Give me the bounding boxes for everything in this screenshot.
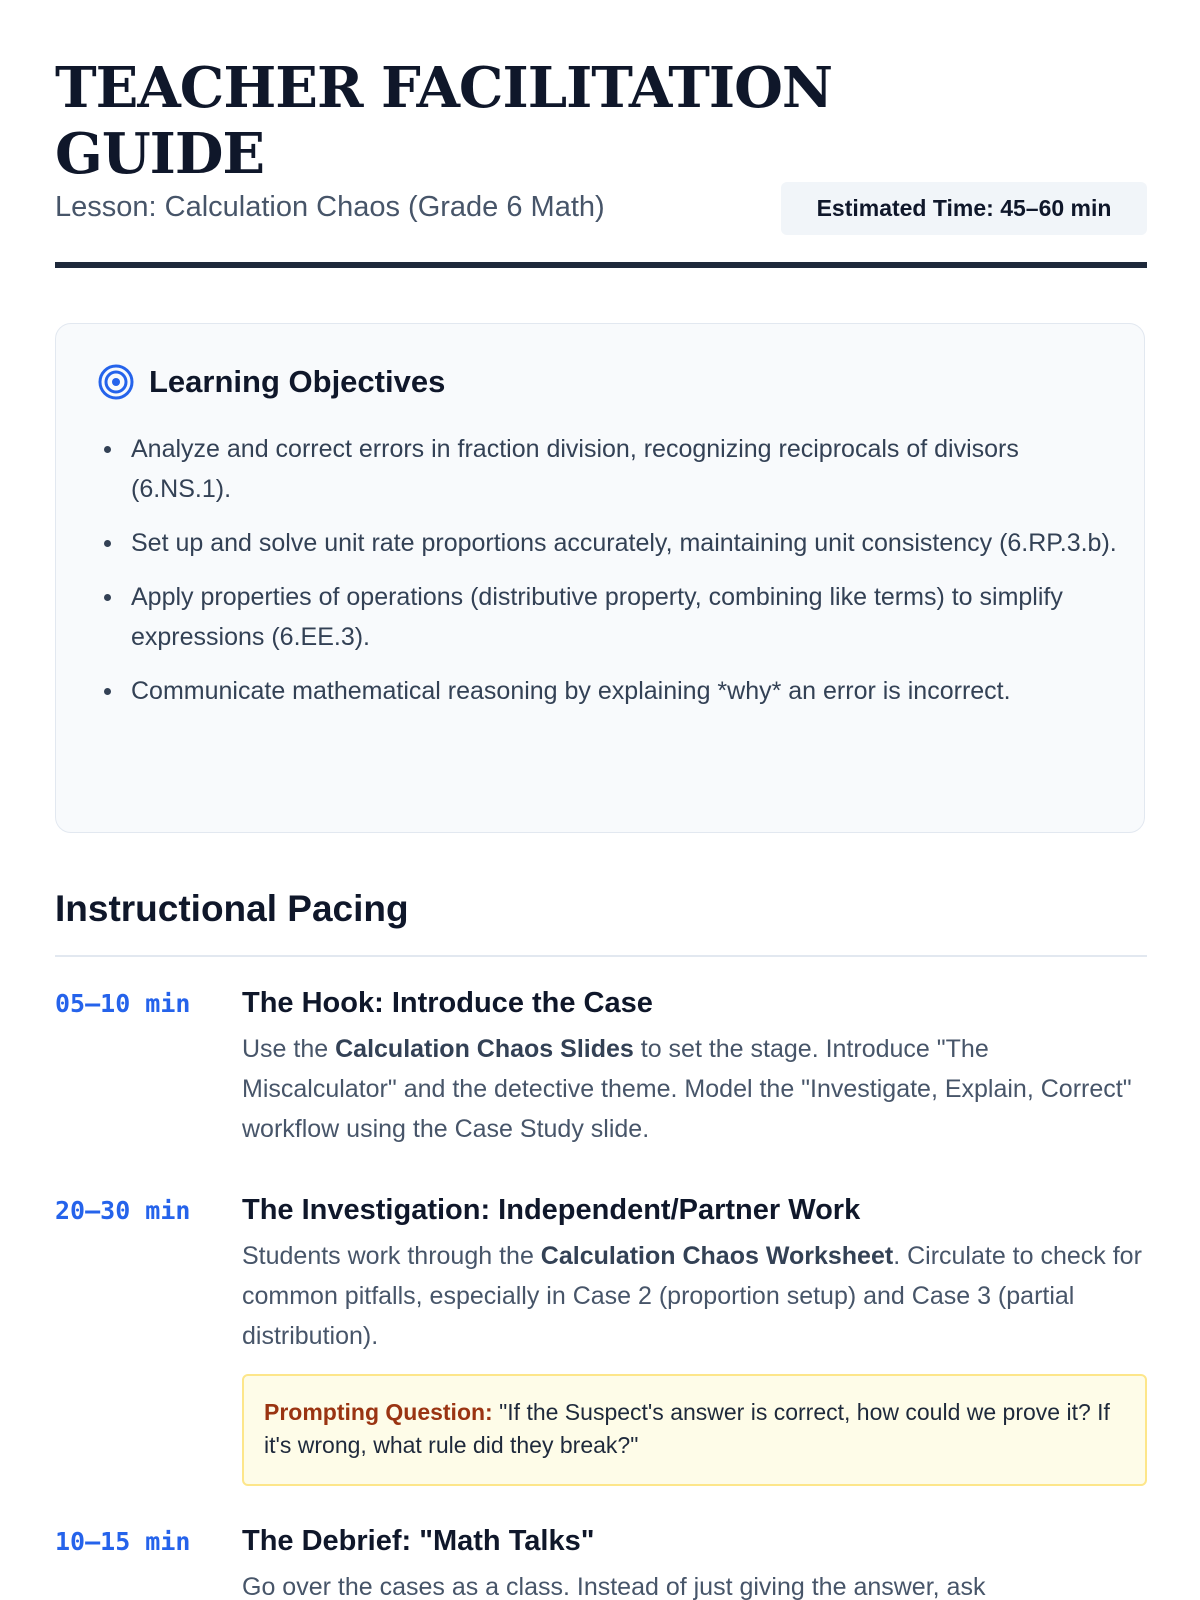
page-title: TEACHER FACILITATION GUIDE (55, 55, 833, 187)
header-divider (55, 262, 1147, 268)
objective-item: Set up and solve unit rate proportions accurately, maintaining unit consistency (6.RP.3.b). (131, 523, 1121, 563)
lesson-subtitle: Lesson: Calculation Chaos (Grade 6 Math) (55, 191, 605, 223)
resource-name: Calculation Chaos Slides (335, 1035, 634, 1063)
pacing-divider (55, 955, 1147, 957)
objectives-title: Learning Objectives (149, 364, 446, 399)
pacing-body (242, 1523, 1147, 1600)
pacing-body (242, 985, 1147, 1149)
pacing-time: 10–15 min (55, 1527, 191, 1556)
resource-name: Calculation Chaos Worksheet (540, 1242, 894, 1270)
objective-item: Communicate mathematical reasoning by explaining *why* an error is incorrect. (131, 671, 1121, 711)
header (55, 55, 1147, 223)
objectives-header (98, 364, 445, 400)
description-text: . Circulate to check for common pitfalls, especially in Case 2 (proportion setup) and Case 3 (partial distribution). (242, 1242, 1142, 1350)
estimated-time-badge: Estimated Time: 45–60 min (781, 182, 1147, 235)
description-text: Use the (242, 1035, 336, 1063)
pacing-heading: The Investigation: Independent/Partner Work (242, 1194, 861, 1226)
description-text: Students work through the (242, 1242, 541, 1270)
pacing-description (242, 1029, 1147, 1149)
description-text: to set the stage. Introduce "The Miscalculator" and the detective theme. Model the "Investigate, Explain, Correct" workflow using the Case Study slide. (242, 1035, 1132, 1143)
target-icon (98, 364, 134, 400)
pacing-time: 20–30 min (55, 1196, 191, 1225)
pacing-body (242, 1192, 1147, 1486)
objective-item: Apply properties of operations (distributive property, combining like terms) to simplify expressions (6.EE.3). (131, 577, 1121, 657)
pacing-title: Instructional Pacing (55, 888, 409, 929)
objective-item: Analyze and correct errors in fraction division, recognizing reciprocals of divisors (6.NS.1). (131, 429, 1121, 509)
pacing-heading: The Debrief: "Math Talks" (242, 1525, 595, 1557)
prompt-text: "If the Suspect's answer is correct, how could we prove it? If it's wrong, what rule did they break?" (264, 1399, 1110, 1458)
description-text: Go over the cases as a class. Instead of just giving the answer, ask (242, 1573, 986, 1600)
pacing-description (242, 1236, 1147, 1356)
objectives-list (131, 429, 1121, 725)
pacing-heading: The Hook: Introduce the Case (242, 987, 653, 1019)
prompting-question-callout (242, 1374, 1147, 1486)
prompt-label: Prompting Question: (264, 1399, 493, 1425)
learning-objectives-card (55, 323, 1145, 833)
pacing-description (242, 1567, 1147, 1600)
pacing-time: 05–10 min (55, 989, 191, 1018)
